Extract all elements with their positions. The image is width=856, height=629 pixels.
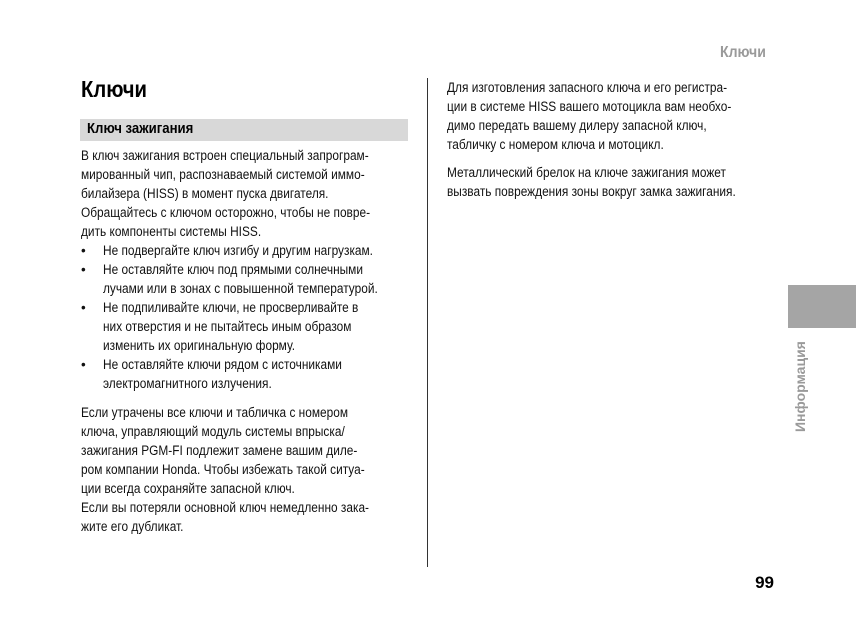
text-line: ром компании Honda. Чтобы избежать такой ситуа- (81, 462, 365, 477)
right-column (447, 78, 782, 201)
side-section-label (792, 341, 808, 432)
bullet-dot: • (81, 243, 86, 258)
section-title-text: Ключи (81, 76, 147, 102)
bullet-dot: • (81, 300, 86, 315)
bullet-item (81, 241, 411, 260)
page-number: 99 (755, 573, 774, 592)
column-divider (427, 78, 428, 567)
bullet-item (81, 298, 411, 355)
left-paragraph-1 (81, 146, 411, 241)
text-line: вызвать повреждения зоны вокруг замка зажигания. (447, 184, 736, 199)
subheader-bar (80, 119, 408, 141)
bullet-text: лучами или в зонах с повышенной температурой. (103, 281, 378, 296)
right-paragraph-1 (447, 78, 782, 154)
subheader-text: Ключ зажигания (87, 120, 194, 137)
paragraph-gap (447, 154, 782, 163)
bullet-dot: • (81, 357, 86, 372)
bullet-item (81, 355, 411, 393)
text-line: зажигания PGM-FI подлежит замене вашим диле- (81, 443, 358, 458)
bullet-item (81, 260, 411, 298)
running-header-text: Ключи (719, 44, 766, 61)
text-line: дить компоненты системы HISS. (81, 224, 262, 239)
bullet-list (81, 241, 411, 393)
side-section-label-text: Информация (792, 341, 808, 432)
text-line: Если утрачены все ключи и табличка с номером (81, 405, 349, 420)
text-line: ции всегда сохраняйте запасной ключ. (81, 481, 295, 496)
text-line: жите его дубликат. (81, 519, 184, 534)
bullet-text: Не оставляйте ключи рядом с источниками (103, 357, 342, 372)
text-line: ключа, управляющий модуль системы впрыска/ (81, 424, 345, 439)
left-column (81, 146, 411, 536)
right-paragraph-2 (447, 163, 782, 201)
text-line: ции в системе HISS вашего мотоцикла вам необхо- (447, 99, 732, 114)
bullet-text: изменить их оригинальную форму. (103, 338, 296, 353)
bullet-dot: • (81, 262, 86, 277)
bullet-text: них отверстия и не пытайтесь иным образом (103, 319, 352, 334)
text-line: Для изготовления запасного ключа и его регистра- (447, 80, 728, 95)
section-title (81, 76, 156, 103)
text-line: табличку с номером ключа и мотоцикл. (447, 137, 664, 152)
text-line: Обращайтесь с ключом осторожно, чтобы не повре- (81, 205, 371, 220)
bullet-text: Не оставляйте ключ под прямыми солнечными (103, 262, 363, 277)
text-line: Если вы потеряли основной ключ немедленно зака- (81, 500, 370, 515)
bullet-text: Не подпиливайте ключи, не просверливайте в (103, 300, 359, 315)
paragraph-gap (81, 393, 411, 403)
text-line: билайзера (HISS) в момент пуска двигателя. (81, 186, 329, 201)
text-line: димо передать вашему дилеру запасной ключ, (447, 118, 707, 133)
text-line: В ключ зажигания встроен специальный запрограм- (81, 148, 369, 163)
bullet-text: электромагнитного излучения. (103, 376, 272, 391)
bullet-text: Не подвергайте ключ изгибу и другим нагрузкам. (103, 243, 373, 258)
running-header-title (720, 44, 772, 62)
text-line: Металлический брелок на ключе зажигания может (447, 165, 726, 180)
text-line: мированный чип, распознаваемый системой иммо- (81, 167, 365, 182)
side-tab-marker (788, 285, 856, 328)
left-paragraph-2 (81, 403, 411, 536)
